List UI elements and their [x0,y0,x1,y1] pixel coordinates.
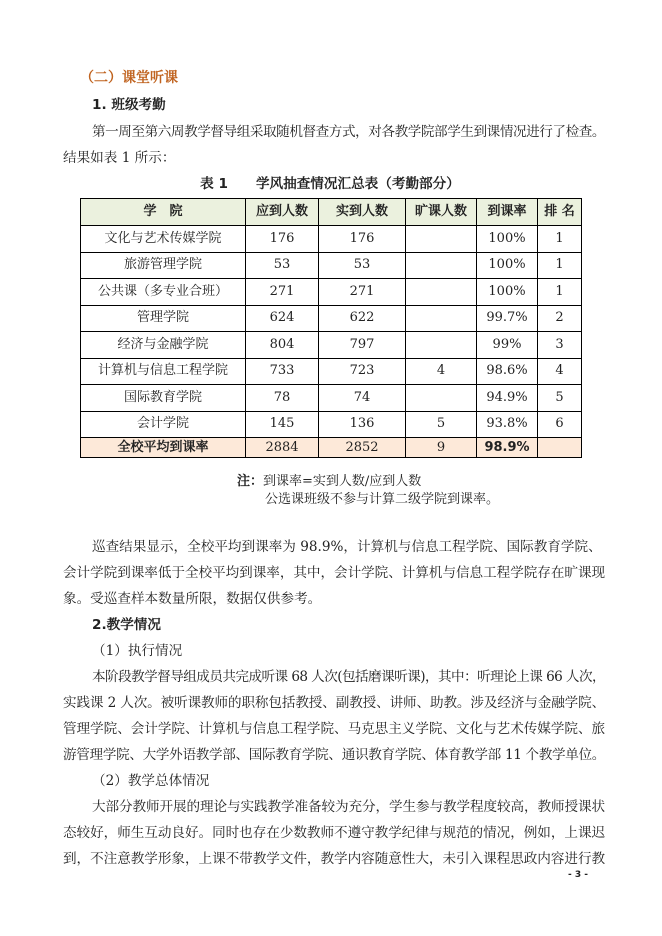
table-cell: 2 [538,305,582,332]
paragraph-line: 实践课 2 人次。被听课教师的职称包括教授、副教授、讲师、助教。涉及经济与金融学院、 [63,695,605,711]
paragraph-line: 到，不注意教学形象，上课不带教学文件，教学内容随意性大，未引入课程思政内容进行教 [63,851,605,867]
paragraph-line: 象。受巡查样本数量所限，数据仅供参考。 [63,591,322,607]
table-cell: 旅游管理学院 [81,252,246,279]
total-cell: 9 [406,438,477,458]
table-cell: 723 [319,358,406,385]
caption-number: 表 1 [200,176,228,192]
table-cell: 1 [538,252,582,279]
table-cell: 78 [246,385,319,412]
table-cell [406,226,477,253]
table-cell: 6 [538,411,582,438]
table-cell: 94.9% [477,385,538,412]
table-cell [406,305,477,332]
paragraph-line: 第一周至第六周教学督导组采取随机督查方式，对各教学院部学生到课情况进行了检查。 [92,124,605,140]
table-cell: 99.7% [477,305,538,332]
section-heading: （二）课堂听课 [80,70,178,86]
table-cell: 国际教育学院 [81,385,246,412]
table-cell: 100% [477,252,538,279]
header-cell: 旷课人数 [406,199,477,226]
table-cell: 622 [319,305,406,332]
table-cell [406,385,477,412]
table-cell: 176 [246,226,319,253]
table-cell: 100% [477,279,538,306]
caption-title: 学风抽查情况汇总表（考勤部分） [255,176,460,192]
sub-heading-teaching: 2.教学情况 [92,617,161,633]
table-row [81,358,582,385]
total-cell: 2852 [319,438,406,458]
total-cell [538,438,582,458]
table-cell: 624 [246,305,319,332]
header-cell: 学 院 [81,199,246,226]
table-cell: 145 [246,411,319,438]
table-cell: 5 [538,385,582,412]
paragraph-line: 大部分教师开展的理论与实践教学准备较为充分，学生参与教学程度较高，教师授课状 [92,799,605,815]
header-cell: 排 名 [538,199,582,226]
table-cell: 136 [319,411,406,438]
header-cell: 到课率 [477,199,538,226]
table-cell: 管理学院 [81,305,246,332]
table-cell: 804 [246,332,319,359]
total-cell: 98.9% [477,438,538,458]
table-cell: 733 [246,358,319,385]
table-row [81,226,582,253]
paragraph-line: 管理学院、会计学院、计算机与信息工程学院、马克思主义学院、文化与艺术传媒学院、旅 [63,721,605,737]
table-row [81,305,582,332]
table-cell: 93.8% [477,411,538,438]
note-label: 注： [237,474,264,489]
table-cell: 797 [319,332,406,359]
sub-heading-attendance: 1. 班级考勤 [92,97,166,113]
table-cell: 公共课（多专业合班） [81,279,246,306]
attendance-table [80,198,582,458]
table-row [81,279,582,306]
total-cell: 2884 [246,438,319,458]
table-cell: 74 [319,385,406,412]
sub-heading-execution: （1）执行情况 [92,643,183,659]
table-cell: 98.6% [477,358,538,385]
table-total-row [81,438,582,458]
total-cell: 全校平均到课率 [81,438,246,458]
paragraph-line: 巡查结果显示，全校平均到课率为 98.9%，计算机与信息工程学院、国际教育学院、 [92,539,602,555]
sub-heading-overall: （2）教学总体情况 [92,773,210,789]
table-cell: 计算机与信息工程学院 [81,358,246,385]
paragraph-line: 游管理学院、大学外语教学部、国际教育学院、通识教育学院、体育教学部 11 个教学单位。 [63,747,605,763]
table-caption [80,175,580,193]
table-cell: 经济与金融学院 [81,332,246,359]
table-row [81,411,582,438]
note-line: 到课率=实到人数/应到人数 [263,474,422,489]
table-cell: 会计学院 [81,411,246,438]
table-cell: 176 [319,226,406,253]
table-row [81,332,582,359]
table-cell [406,252,477,279]
paragraph-line: 会计学院到课率低于全校平均到课率，其中，会计学院、计算机与信息工程学院存在旷课现 [63,565,605,581]
paragraph-line: 态较好，师生互动良好。同时也存在少数教师不遵守教学纪律与规范的情况，例如，上课迟 [63,825,605,841]
table-cell [406,279,477,306]
table-note [237,473,421,490]
table-cell [406,332,477,359]
table-cell: 1 [538,279,582,306]
table-header-row [81,199,582,226]
table-cell: 文化与艺术传媒学院 [81,226,246,253]
table-cell: 271 [246,279,319,306]
table-cell: 100% [477,226,538,253]
table-cell: 4 [538,358,582,385]
table-cell: 5 [406,411,477,438]
paragraph-line: 本阶段教学督导组成员共完成听课 68 人次(包括磨课听课)，其中：听理论上课 66 人次， [92,669,605,685]
table-cell: 53 [246,252,319,279]
header-cell: 应到人数 [246,199,319,226]
table-cell: 271 [319,279,406,306]
table-cell: 99% [477,332,538,359]
table-cell: 3 [538,332,582,359]
page-number: - 3 - [568,870,588,880]
table-row [81,252,582,279]
header-cell: 实到人数 [319,199,406,226]
note-line: 公选课班级不参与计算二级学院到课率。 [265,492,500,507]
table-cell: 4 [406,358,477,385]
table-cell: 1 [538,226,582,253]
table-cell: 53 [319,252,406,279]
table-row [81,385,582,412]
paragraph-line: 结果如表 1 所示： [63,150,176,166]
